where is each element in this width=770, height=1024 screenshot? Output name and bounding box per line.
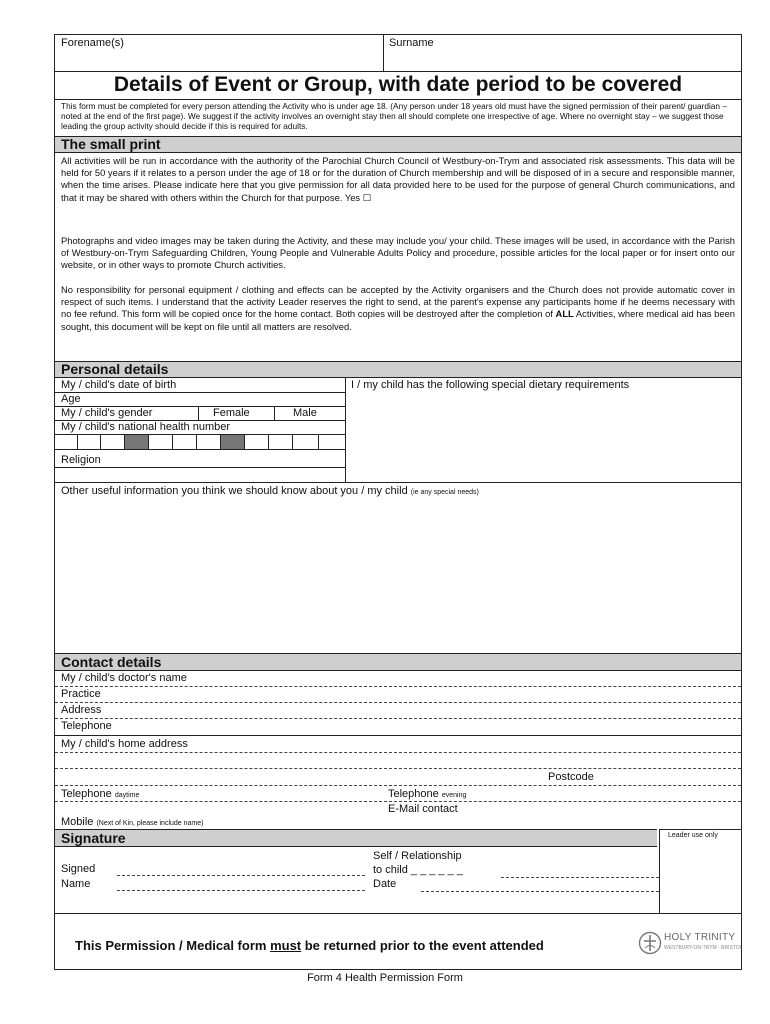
- permission-form: [54, 34, 742, 970]
- gender-label: My / child's gender: [61, 407, 153, 419]
- home-address-label: My / child's home address: [61, 738, 188, 750]
- dotted-line: [55, 702, 741, 703]
- male-option[interactable]: Male: [293, 407, 317, 419]
- personal-details-heading: Personal details: [55, 361, 741, 378]
- nhs-box[interactable]: [55, 435, 78, 449]
- divider: [274, 406, 275, 420]
- divider: [198, 406, 199, 420]
- return-notice: [75, 938, 544, 953]
- nhs-label: My / child's national health number: [61, 421, 231, 433]
- notice-text-end: be returned prior to the event attended: [301, 938, 544, 953]
- tel-eve-note: evening: [441, 792, 467, 799]
- tel-day-note: daytime: [114, 792, 140, 799]
- dotted-line: [55, 718, 741, 719]
- divider: [55, 913, 741, 914]
- telephone-evening-label: [388, 788, 466, 800]
- nhs-box[interactable]: [293, 435, 319, 449]
- nhs-number-boxes[interactable]: [55, 435, 345, 449]
- church-emblem-icon: [638, 931, 662, 955]
- intro-text: This form must be completed for every person attending the Activity who is under age 18. (Any person under 18 years old must have the signed permission of their parent/ guardian – noted at the end of the first page). We suggest if the activity involves an overnight stay then all should complete one irrespective of age. Where no overnight stay – we suggest those leading the group activity should decide if this is required for adults.: [61, 101, 727, 131]
- dotted-line: [55, 686, 741, 687]
- divider: [55, 467, 345, 468]
- mobile-label: [61, 816, 203, 828]
- name-divider: [383, 35, 384, 71]
- age-label: Age: [61, 393, 81, 405]
- personal-divider: [345, 378, 346, 482]
- contact-details-heading: Contact details: [55, 653, 741, 671]
- dotted-line: [55, 785, 741, 786]
- small-print-para3: [61, 284, 735, 333]
- holy-trinity-logo: [638, 928, 743, 958]
- relationship-line[interactable]: [501, 877, 659, 878]
- tel-day-text: Telephone: [61, 788, 112, 800]
- other-info-note: (ie any special needs): [410, 489, 479, 496]
- nhs-separator-box: [221, 435, 245, 449]
- divider: [55, 99, 741, 100]
- divider: [55, 449, 345, 450]
- mobile-text: Mobile: [61, 816, 94, 828]
- mobile-note: (Next of Kin, please include name): [96, 820, 204, 827]
- notice-text: This Permission / Medical form: [75, 938, 271, 953]
- tel-eve-text: Telephone: [388, 788, 439, 800]
- email-label: E-Mail contact: [388, 803, 458, 815]
- para3-bold: ALL: [555, 308, 574, 320]
- page-title[interactable]: Details of Event or Group, with date period to be covered: [113, 73, 683, 96]
- doctor-label: My / child's doctor's name: [61, 672, 187, 684]
- name-label: Name: [61, 878, 91, 890]
- forename-label: Forename(s): [61, 37, 124, 49]
- date-line[interactable]: [421, 891, 659, 892]
- dotted-line: [55, 768, 741, 769]
- nhs-box[interactable]: [149, 435, 173, 449]
- surname-field[interactable]: [389, 49, 737, 69]
- nhs-box[interactable]: [78, 435, 101, 449]
- divider: [55, 482, 741, 483]
- notice-must: must: [270, 938, 302, 953]
- form-caption: Form 4 Health Permission Form: [307, 972, 463, 984]
- nhs-box[interactable]: [245, 435, 269, 449]
- leader-use-box[interactable]: [659, 829, 741, 913]
- female-option[interactable]: Female: [213, 407, 250, 419]
- forename-field[interactable]: [61, 49, 379, 69]
- dietary-label: I / my child has the following special dietary requirements: [351, 379, 630, 391]
- logo-text: HOLY TRINITY: [664, 932, 736, 943]
- dob-label: My / child's date of birth: [61, 379, 177, 391]
- nhs-box[interactable]: [269, 435, 293, 449]
- nhs-box[interactable]: [197, 435, 221, 449]
- other-info-text: Other useful information you think we should know about you / my child: [61, 485, 408, 497]
- logo-subtext: WESTBURY-ON-TRYM · BRISTOL: [664, 945, 743, 951]
- para3-text: No responsibility for personal equipment / clothing and effects can be accepted by the Activity organisers and the Church does not provide automatic cover in respect of such items. I understand that the activity Leader reserves the right to send, at the parent's expense any participants home if he deems necessary with no fee refund. This form will be copied once for the home contact. Both copies will be destroyed after the completion of: [61, 284, 735, 320]
- nhs-box[interactable]: [319, 435, 345, 449]
- small-print-heading: The small print: [55, 136, 741, 153]
- divider: [55, 392, 345, 393]
- dotted-line: [55, 752, 741, 753]
- divider: [55, 735, 741, 736]
- self-relationship-label: Self / Relationship: [373, 850, 462, 862]
- dotted-line: [55, 801, 741, 802]
- religion-label: Religion: [61, 454, 101, 466]
- other-info-label: [61, 485, 479, 497]
- postcode-label: Postcode: [548, 771, 594, 783]
- small-print-para1: All activities will be run in accordance with the authority of the Parochial Church Council of Westbury-on-Trym and associated risk assessments. This data will be held for 50 years if it relates to a person under the age of 18 or for the duration of Church membership and will be disposed of in a secure and responsible manner, when the time arises. Please indicate here that you give permission for all data provided here to be used for the purpose of general Church communications, and that it may be shared with others within the Church for that purpose. Yes ☐: [61, 155, 735, 203]
- dietary-field[interactable]: [351, 393, 737, 479]
- leader-use-label: Leader use only: [668, 832, 718, 839]
- address-label: Address: [61, 704, 102, 716]
- signature-heading: Signature: [55, 829, 657, 847]
- date-label: Date: [373, 878, 397, 890]
- other-info-field[interactable]: [61, 501, 737, 651]
- small-print-para2: Photographs and video images may be taken during the Activity, and these may include you/ your child. These images will be used, in accordance with the Parish of Westbury-on-Trym Safeguarding Children, Young People and Vulnerable Adults Policy and procedure, possible articles for the local paper or for insert onto our website, or in other ways to promote Church activities.: [61, 235, 735, 271]
- telephone-daytime-label: [61, 788, 139, 800]
- telephone-label: Telephone: [61, 720, 112, 732]
- signed-label: Signed: [61, 863, 96, 875]
- nhs-box[interactable]: [101, 435, 125, 449]
- nhs-box[interactable]: [173, 435, 197, 449]
- divider: [55, 71, 741, 72]
- to-child-label: to child _ _ _ _ _ _: [373, 864, 463, 876]
- para3-text-end: Activities, where medical aid has been sought, this document will be kept on file until all matters are resolved.: [61, 308, 735, 332]
- name-line[interactable]: [117, 890, 365, 891]
- signed-line[interactable]: [117, 875, 365, 876]
- surname-label: Surname: [389, 37, 434, 49]
- practice-label: Practice: [61, 688, 101, 700]
- nhs-separator-box: [125, 435, 149, 449]
